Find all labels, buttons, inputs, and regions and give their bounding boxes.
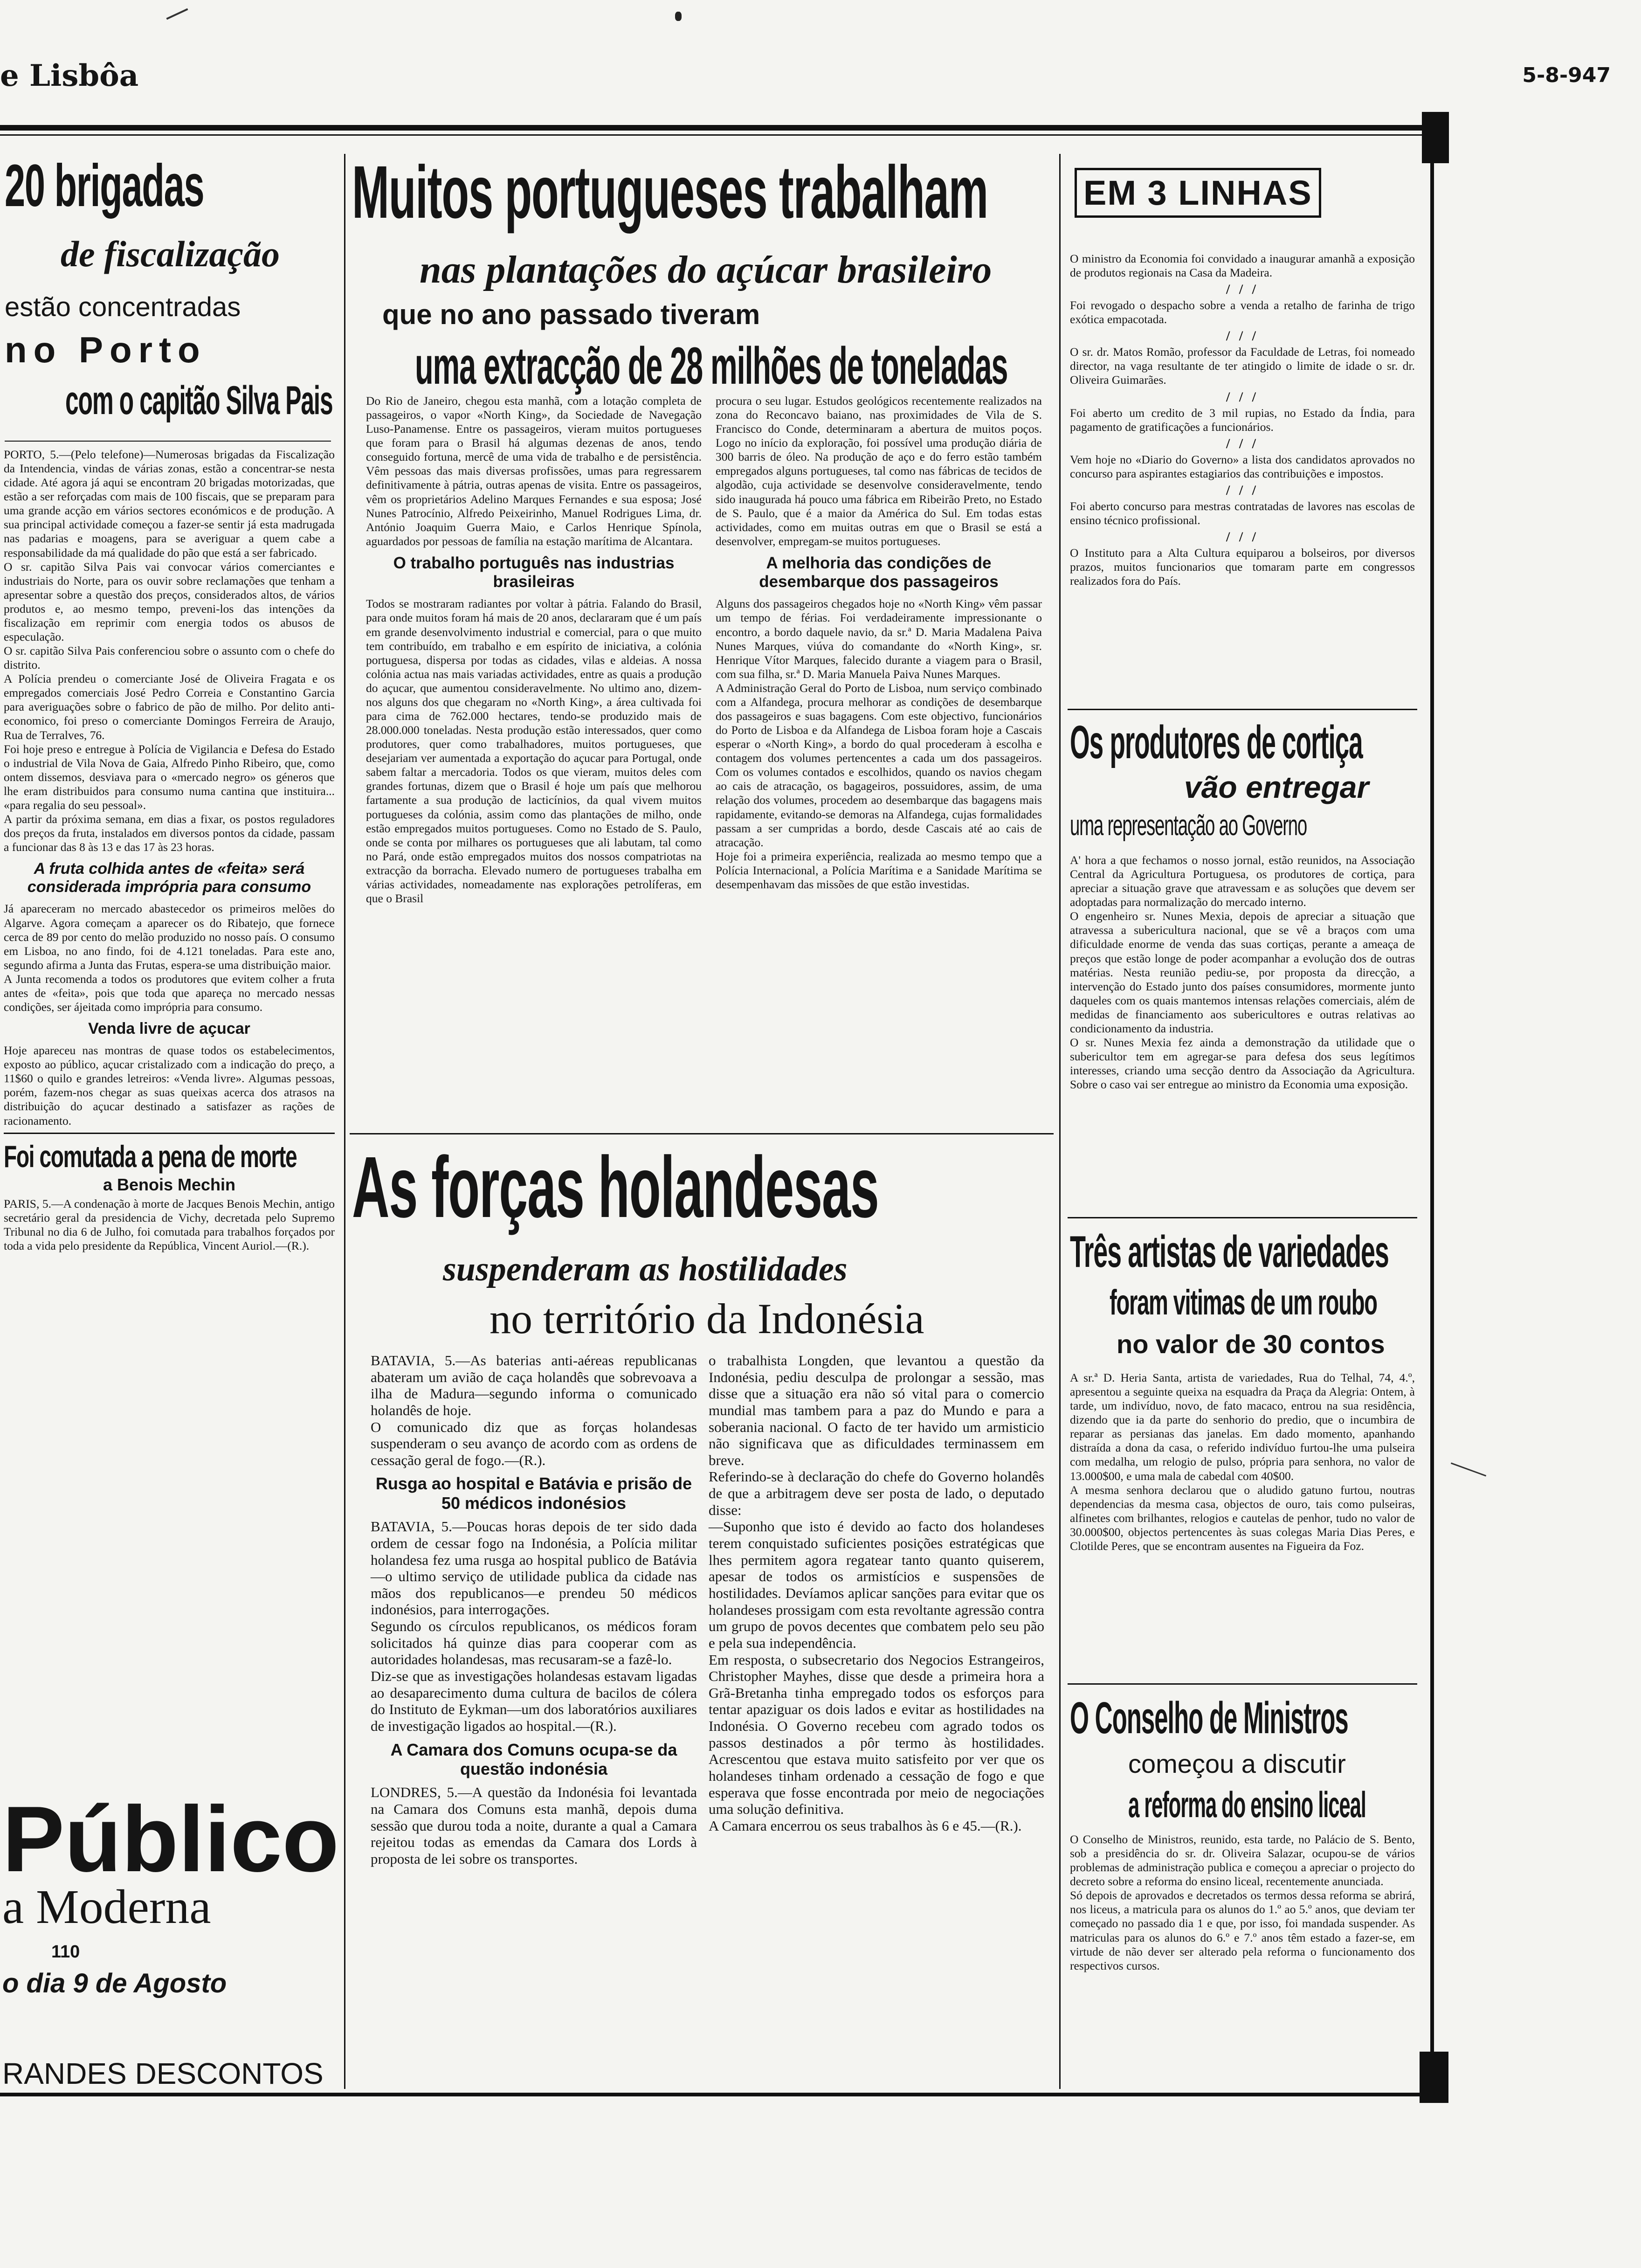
left-body-comutada: PARIS, 5.—A condenação à morte de Jacques Benois Mechin, antigo secretário geral da presidencia de Vichy, decretada pelo Supremo Tribunal no dia 6 de Julho, foi comutada para trabalhos forçados por toda a vida pelo presidente da República, Vincent Auriol.—(R.).	[4, 1197, 335, 1253]
right-rule-2	[1068, 1217, 1417, 1218]
center-body-d: Alguns dos passageiros chegados hoje no «North King» vêm passar um tempo de férias. Foi verdadeiramente impressionante o encontro, a bordo daquele navio, da sr.ª D. Maria Madalena Paiva Nunes Marques, viúva do comandante do «North King», sr. Henrique Vítor Marques, falecido durante a viagem para o Brasil, com sua filha, sr.ª D. Maria Manuela Paiva Nunes Marques. A Administração Geral do Porto de Lisboa, num serviço combinado com a Alfandega, procura melhorar as condições de desembarque dos passageiros e suas bagagens. Com este objectivo, funcionários do Porto de Lisboa e da Alfandega de Lisboa foram hoje a Cascais esperar o «North King», a bordo do qual procederam à escolha e contagem dos volumes pertencentes a cada um dos passageiros. Com os volumes contados e escolhidos, quando os navios chegam ao cais de atracação, os bagageiros, possuidores, assim, de uma relação dos volumes, procedem ao desembarque das bagagens mais rapidamente, evitando-se demoras na Alfandega, cujas formalidades passam a ser cumpridas a bordo, desde Cascais até ao cais de atracação. Hoje foi a primeira experiência, realizada ao mesmo tempo que a Polícia Internacional, a Polícia Marítima e a Sanidade Marítima se desempenhavam das missões de que estão investidas.	[716, 597, 1042, 891]
masthead-rule-thin	[0, 134, 1427, 136]
conselho-body-wrap	[1070, 1832, 1415, 1973]
ad-descontos: RANDES DESCONTOS	[2, 2057, 324, 2089]
center-body-f: BATAVIA, 5.—Poucas horas depois de ter sido dada ordem de cessar fogo na Indonésia, a Polícia militar holandesa fez uma rusga ao hospital publico de Batávia—o ultimo serviço de utilidade publica da cidade nas mãos dos republicanos—e prendeu 50 médicos indonésios, para interrogações. Segundo os círculos republicanos, os médicos foram solicitados há quinze dias para cooperar com as autoridades holandesas, mas recusaram-se a fazê-lo. Diz-se que as investigações holandesas estavam ligadas ao desaparecimento duma cultura de bacilos de cólera do Instituto de Eykman—um dos laboratórios auxiliares de investigação ligados ao hospital.—(R.).	[371, 1518, 697, 1734]
center-sub-rusga: Rusga ao hospital e Batávia e prisão de 50 médicos indonésios	[375, 1474, 692, 1513]
left-sub-acucar: Venda livre de açucar	[88, 1020, 250, 1038]
center-body-h: o trabalhista Longden, que levantou a questão da Indonésia, pediu desculpa de prolongar a sessão, mas disse que a situação era não só vital para o comercio mundial mas tambem para a paz do Mundo e para a soberania nacional. O facto de ter havido um armisticio não significava que as dificuldades terminassem em breve. Referindo-se à declaração do chefe do Governo holandês de que a arbitragem deve ser posta de lado, o deputado disse: —Suponho que isto é devido ao facto dos holandeses terem conquistado suficientes posições estratégicas que lhes permitem agora regatear tanto quanto quiserem, apesar de todos os armistícios e suspensões de hostilidades. Devíamos aplicar sanções para evitar que os holandeses prossigam com esta revoltante agressão contra um grupo de povos decentes que combatem pelo seu pão e pela sua independência. Em resposta, o subsecretario dos Negocios Estrangeiros, Christopher Mayhes, disse que desde a primeira hora a Grã-Bretanha tinha empregado todos os esforços para tentar apaziguar os dois lados e evitar as hostilidades na Indonésia. O Governo recebeu com agrado todos os passos destinados a pôr termo às hostilidades. Acrescentou que estava muito satisfeito por ver que os holandeses tinham ordenado a cessação de fogo e que esperava que fosse encontrada por meio de negociações uma solução definitiva. A Camara encerrou os seus trabalhos às 6 e 45.—(R.).	[709, 1352, 1044, 1834]
center-headline-2: nas plantações do açúcar brasileiro	[420, 248, 992, 291]
masthead-date: 5-8-947	[1522, 63, 1611, 87]
right-rule-1	[1068, 709, 1417, 710]
em3-item-1: O ministro da Economia foi convidado a inaugurar amanhã a exposição de produtos regionais na Casa da Madeira.	[1070, 252, 1415, 280]
left-body-wrap	[4, 448, 335, 1253]
left-headline-1: 20 brigadas	[5, 152, 204, 219]
em3-list	[1070, 252, 1415, 588]
center-forcas-rule	[350, 1133, 1054, 1134]
center-body-c: procura o seu lugar. Estudos geológicos recentemente realizados na zona do Reconcavo baiano, nas proximidades de Vila de S. Francisco do Conde, determinaram a abertura de muitos poços. Logo no início da exploração, foi possível uma produção diária de 300 barris de óleo. Na produção de aço e do ferro estão também empregados alguns portugueses, tal como nas fábricas de tecidos de algodão, cuja actividade se desenvolve consideravelmente, tendo sido inaugurada há pouco uma fábrica em Ribeirão Preto, no Estado de S. Paulo, que é a maior da América do Sul. Em todas estas actividades, como em muitas outras em que o Brasil se está a desenvolver, empregam-se muitos portugueses.	[716, 394, 1042, 548]
center-sub-trabalho: O trabalho português nas industrias brasileiras	[393, 553, 675, 591]
scan-mark-top	[166, 8, 188, 20]
cortica-headline-2: vão entregar	[1184, 770, 1369, 804]
left-body-acucar: Hoje apareceu nas montras de quase todos os estabelecimentos, exposto ao público, açucar cristalizado com a indicação do preço, a 11$60 o quilo e grandes letreiros: «Venda livre». Algumas pessoas, porém, fazem-nos chegar as suas queixas acerca dos atrasos na distribuição do açucar destinado a satisfazer as rações de racionamento.	[4, 1044, 335, 1127]
left-sub-fruta: A fruta colhida antes de «feita» será considerada imprópria para consumo	[27, 860, 311, 896]
artistas-body-wrap	[1070, 1371, 1415, 1553]
em3-separator-4: / / /	[1226, 436, 1259, 451]
center-col-a	[366, 394, 702, 906]
em-3-linhas-box: EM 3 LINHAS	[1075, 168, 1321, 218]
artistas-body: A sr.ª D. Heria Santa, artista de variedades, Rua do Telhal, 74, 4.º, apresentou a seguinte queixa na esquadra da Praça da Alegria: Ontem, à tarde, um indivíduo, novo, de fato macaco, entrou na sua residência, dizendo que ia da parte do senhorio do predio, que o incumbira de reparar as persianas das janelas. Em dado momento, apanhando distraída a dona da casa, o referido indivíduo furtou-lhe uma pulseira com medalha, um relogio de pulso, própria para senhora, no valor de 13.000$00, e uma mala de cabedal com 40$00. A mesma senhora declarou que o aludido gatuno furtou, noutras dependencias da mesma casa, objectos de ouro, tais como pulseiras, alfinetes com brilhantes, relogios e cautelas de penhor, tudo no valor de 30.000$00, objectos pertencentes às suas colegas Maria Dias Peres, e Clotilde Peres, que se encontram ausentes na Figueira da Foz.	[1070, 1371, 1415, 1553]
right-frame-line	[1430, 159, 1434, 2094]
right-column	[1065, 154, 1422, 2089]
center-headline-1: Muitos portugueses trabalham	[352, 150, 988, 234]
ad-moderna: a Moderna	[2, 1880, 211, 1934]
left-column	[0, 149, 339, 2089]
center-body-a: Do Rio de Janeiro, chegou esta manhã, com a lotação completa de passageiros, o vapor «North King», da Sociedade de Navegação Luso-Panamense. Entre os passageiros, vieram muitos portugueses que foram para o Brasil há algumas dezenas de anos, tendo conseguido fortuna, mercê de uma vida de trabalho e de persistência. Vêm pessoas das mais diversas profissões, umas para regressarem definitivamente à pátria, outras apenas de visita. Entre os passageiros, vêm os proprietários Adelino Marques Fernandes e sua esposa; José Nunes Patrocínio, Alfredo Peixeirinho, Manuel Rodrigues Lima, dr. António Joaquim Guerra Maio, e Carlos Henrique Spínola, aguardados por pessoas de família na estação marítima de Alcantara.	[366, 394, 702, 548]
center-body-b: Todos se mostraram radiantes por voltar à pátria. Falando do Brasil, para onde muitos foram há mais de 20 anos, declararam que é um país em grande desenvolvimento industrial e comercial, para o que muito tem contribuído, em trabalho e em espírito de iniciativa, a colónia portuguesa, dispersa por todas as cidades, vilas e aldeias. A nossa colónia actua nas mais variadas actividades, entre as quais a produção do açucar, que aumentou consideravelmente. No ultimo ano, dizem-nos alguns dos que chegaram no «North King», a área cultivada foi para cima de 762.000 hectares, tendo-se produzido mais de 28.000.000 toneladas. Nesta produção estão interessados, quer como produtores, quer como trabalhadores, muitos portugueses, que desejariam ver aumentada a exportação do açucar para Portugal, onde sabem faltar a mercadoria. Todos os que vieram, muitos deles com grandes fortunas, dizem que o Brasil é hoje um país que melhorou fartamente a sua produção de lacticínios, da qual vivem muitos portugueses da colónia, assim como das plantações de milho, onde estão empregados muitos portugueses. Como no Estado de S. Paulo, onde se conta por milhares os portugueses que ali labutam, tal como no Pará, onde estão empregados muitos dos nossos compatriotas na extracção da borracha. Elevado numero de portugueses trabalha em várias actividades, nomeadamente nas explorações petrolíferas, em que o Brasil	[366, 597, 702, 905]
center-headline-4: uma extracção de 28 milhões de toneladas	[415, 337, 1008, 395]
cortica-body: A' hora a que fechamos o nosso jornal, estão reunidos, na Associação Central da Agricultura Portuguesa, os produtores de cortiça, para apreciar a situação grave que atravessam e as soluções que devem ser adoptadas para normalização do mercado interno. O engenheiro sr. Nunes Mexia, depois de apreciar a situação que atravessa a subericultura nacional, que se vê a braços com uma dificuldade enorme de venda das suas cortiças, perante a ameaça de preços que estão longe de poder acompanhar a evolução dos de outras matérias. Nesta reunião pediu-se, por proposta da direcção, a intervenção do Estado junto dos países consumidores, mormente junto daqueles com os quais mantemos intensas relações comerciais, além de medidas de financiamento aos subericultores e outras relativas ao condicionamento da industria. O sr. Nunes Mexia fez ainda a demonstração da utilidade que o subericultor tem em agregar-se para defesa dos seus legítimos interesses, criando uma secção dentro da Associação da Agricultura. Sobre o caso vai ser entregue ao ministro da Economia uma exposição.	[1070, 853, 1415, 1092]
conselho-headline-3: a reforma do ensino liceal	[1128, 1784, 1366, 1825]
ad-number: 110	[51, 1942, 80, 1962]
scan-mark-right	[1451, 1462, 1486, 1476]
bottom-rule	[0, 2093, 1434, 2096]
conselho-body: O Conselho de Ministros, reunido, esta tarde, no Palácio de S. Bento, sob a presidência do sr. dr. Oliveira Salazar, ocupou-se de vários problemas de administração publica e começou a apreciar o projecto do decreto sobre a reforma do ensino liceal, recentemente anunciada. Só depois de aprovados e decretados os termos dessa reforma se abrirá, nos liceus, a matricula para os alunos do 1.º ao 5.º anos, que deviam ter começado no passado dia 1 e que, por isso, foi mandada suspender. As matriculas para os alunos do 6.º e 7.º anos têm estado a fazer-se, em virtude de não dever ser alterado pela reforma o funcionamento dos respectivos cursos.	[1070, 1832, 1415, 1972]
center-col-d	[709, 1352, 1044, 1834]
cortica-body-wrap	[1070, 853, 1415, 1092]
right-rule-3	[1068, 1683, 1417, 1685]
center-col-b	[716, 394, 1042, 892]
em3-item-5: Vem hoje no «Diario do Governo» a lista dos candidatos aprovados no concurso para aspirantes estagiarios das contribuições e impostos.	[1070, 452, 1415, 480]
left-headline-3: estão concentradas	[5, 292, 241, 322]
left-headline-2: de fiscalização	[61, 234, 280, 274]
artistas-headline-3: no valor de 30 contos	[1117, 1329, 1385, 1359]
left-comutada-sub: a Benois Mechin	[103, 1175, 236, 1194]
col-divider-1	[344, 154, 345, 2089]
em3-separator-6: / / /	[1226, 529, 1259, 545]
forcas-headline-3: no território da Indonésia	[490, 1295, 924, 1342]
ad-publico: Público	[2, 1787, 339, 1891]
em3-item-6: Foi aberto concurso para mestras contratadas de lavores nas escolas de ensino técnico profissional.	[1070, 499, 1415, 527]
em3-item-4: Foi aberto um credito de 3 mil rupias, no Estado da Índia, para pagamento de gratificações a funcionários.	[1070, 406, 1415, 434]
em3-separator-2: / / /	[1226, 328, 1259, 344]
em3-item-2: Foi revogado o despacho sobre a venda a retalho de farinha de trigo exótica empacotada.	[1070, 298, 1415, 326]
em3-item-7: O Instituto para a Alta Cultura equiparou a bolseiros, por diversos prazos, muitos funcionarios que tomaram parte em congressos realizados fora do País.	[1070, 546, 1415, 588]
em3-item-3: O sr. dr. Matos Romão, professor da Faculdade de Letras, foi nomeado director, na vaga resultante de ter atingido o limite de idade o sr. dr. Oliveira Guimarães.	[1070, 345, 1415, 387]
left-body-fruta: Já apareceram no mercado abastecedor os primeiros melões do Algarve. Agora começam a aparecer os do Ribatejo, que fornece cerca de 89 por cento do melão produzido no nosso país. O consumo em Lisboa, no ano findo, foi de 4.121 toneladas. Para este ano, segundo afirma a Junta das Frutas, espera-se uma distribuição maior. A Junta recomenda a todos os produtores que evitem colher a fruta antes de «feita», pois que toda que apareça no mercado nessas condições, ser ájeitada como imprópria para consumo.	[4, 902, 335, 1014]
artistas-headline-1: Três artistas de variedades	[1070, 1227, 1389, 1277]
left-headline-5: com o capitão Silva Pais	[65, 378, 333, 423]
conselho-headline-2: começou a discutir	[1128, 1749, 1346, 1778]
forcas-headline-2: suspenderam as hostilidades	[443, 1250, 848, 1288]
masthead-rule	[0, 125, 1427, 131]
em3-separator-3: / / /	[1226, 389, 1259, 405]
conselho-headline-1: O Conselho de Ministros	[1070, 1693, 1348, 1743]
center-headline-3: que no ano passado tiveram	[382, 299, 760, 330]
center-col-c	[371, 1352, 697, 1867]
center-body-e: BATAVIA, 5.—As baterias anti-aéreas republicanas abateram um avião de caça holandês que sobrevoava a ilha de Madura—segundo informa o comunicado holandês de hoje. O comunicado diz que as forças holandesas suspenderam o seu avanço de acordo com as ordens de cessação geral de fogo.—(R.).	[371, 1352, 697, 1468]
ad-date: o dia 9 de Agosto	[2, 1968, 227, 1998]
col-divider-2	[1059, 154, 1061, 2089]
em3-separator-1: / / /	[1226, 282, 1259, 297]
left-body-porto: PORTO, 5.—(Pelo telefone)—Numerosas brigadas da Fiscalização da Intendencia, vindas de várias zonas, estão a concentrar-se nesta cidade. Até agora já aqui se encontram 20 brigadas motorizadas, que estão a ser reforçadas com mais de 100 fiscais, que se preparam para uma grande acção em vários sectores económicos e de produção. A sua principal actividade começou a fazer-se sentir já esta madrugada nas padarias e moagens, para se averiguar a quem cabe a responsabilidade da má qualidade do pão que está a ser fabricado. O sr. capitão Silva Pais vai convocar vários comerciantes e industriais do Norte, para os ouvir sobre reclamações que tenham a apresentar sobre a questão dos preços, considerados altos, de vários produtos e, ao mesmo tempo, preveni-los das intenções da fiscalização em reprimir com energia todos os abusos de especulação. O sr. capitão Silva Pais conferenciou sobre o assunto com o chefe do distrito. A Polícia prendeu o comerciante José de Oliveira Fragata e os empregados comerciais José Pedro Correia e Constantino Garcia para averiguações sobre o fabrico de pão de milho. Por delito anti-economico, foi preso o comerciante Domingos Ferreira de Araujo, Rua de Terralves, 76. Foi hoje preso e entregue à Polícia de Vigilancia e Defesa do Estado o industrial de Vila Nova de Gaia, Alfredo Pinho Ribeiro, que, como ontem dissemos, desviava para o «mercado negro» os géneros que lhe eram distribuidos para consumo numa cantina que instituira... «para regalia do seu pessoal». A partir da próxima semana, em dias a fixar, os postos reguladores dos preços da fruta, instalados em diversos pontos da cidade, passam a funcionar das 8 às 13 e das 17 às 23 horas.	[4, 448, 335, 854]
center-body-g: LONDRES, 5.—A questão da Indonésia foi levantada na Camara dos Comuns esta manhã, depois duma sessão que durou toda a noite, durante a qual a Camara rejeitou todas as emendas da Camara dos Lords à proposta de lei sobre os transportes.	[371, 1784, 697, 1867]
left-divider	[4, 1133, 335, 1134]
ad-box	[0, 1651, 338, 2089]
left-comutada-head: Foi comutada a pena de morte	[4, 1139, 297, 1174]
masthead-title: e Lisbôa	[0, 58, 139, 93]
left-head-rule	[5, 441, 331, 442]
cortica-headline-3: uma representação ao Governo	[1070, 809, 1307, 842]
left-headline-4: no Porto	[5, 329, 207, 370]
artistas-headline-2: foram vitimas de um roubo	[1110, 1283, 1377, 1322]
right-frame-bar	[1422, 112, 1449, 163]
scan-mark-top-dot	[675, 12, 682, 21]
center-sub-desembarque: A melhoria das condições de desembarque dos passageiros	[759, 553, 999, 591]
em3-separator-5: / / /	[1226, 482, 1259, 498]
center-column	[350, 149, 1055, 2089]
forcas-headline-1: As forças holandesas	[352, 1139, 879, 1236]
center-sub-camara: A Camara dos Comuns ocupa-se da questão indonésia	[390, 1740, 677, 1778]
cortica-headline-1: Os produtores de cortiça	[1070, 716, 1363, 768]
